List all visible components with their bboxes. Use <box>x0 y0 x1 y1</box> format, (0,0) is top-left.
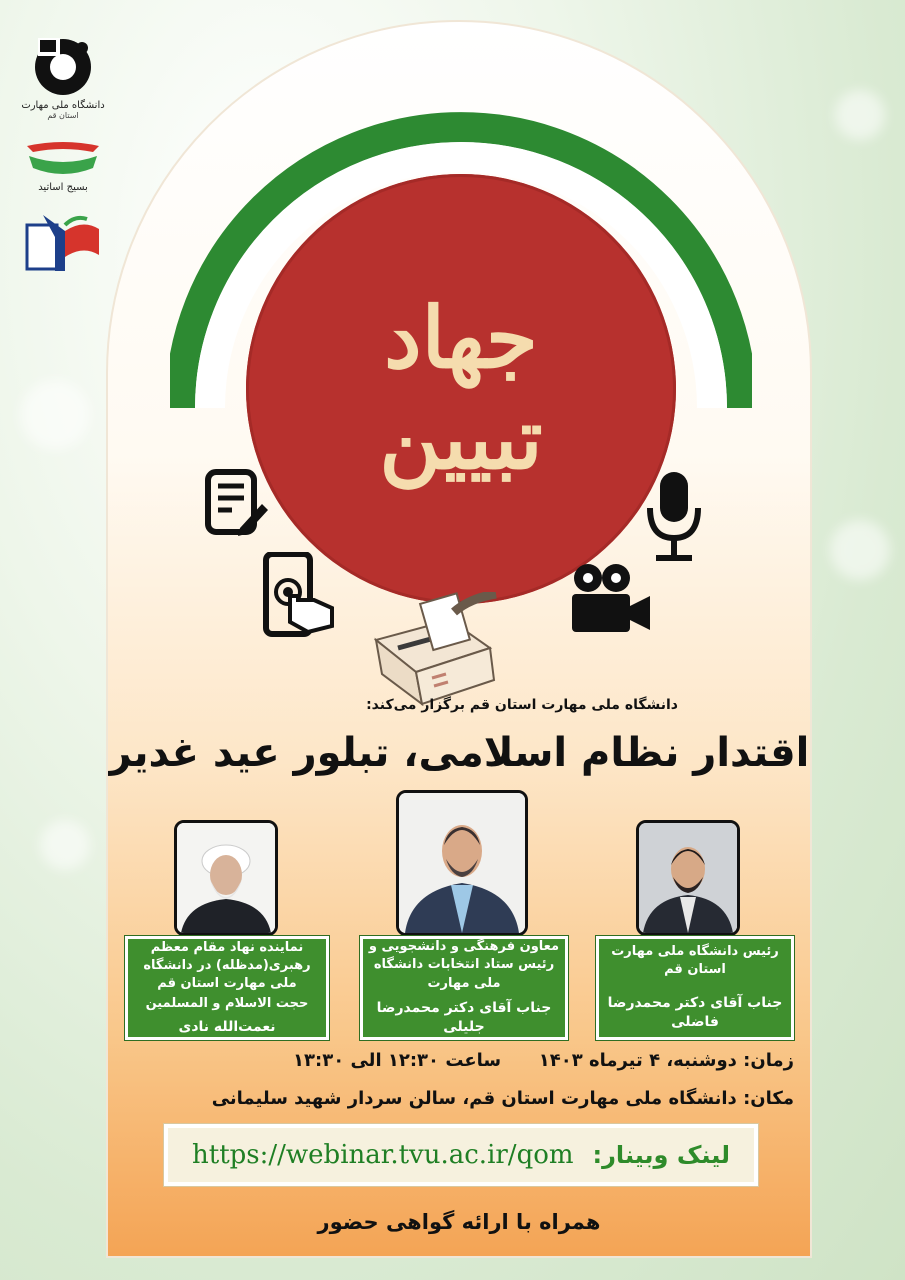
microphone-icon <box>644 468 704 564</box>
certificate-note: همراه با ارائه گواهی حضور <box>317 1210 601 1234</box>
speaker-photo-3 <box>174 820 278 936</box>
speaker-card-1 <box>596 936 794 1040</box>
man-portrait-icon <box>639 823 737 933</box>
touch-phone-icon <box>262 552 338 638</box>
university-logo <box>21 34 104 120</box>
speaker-role: رئیس دانشگاه ملی مهارت استان قم <box>611 944 779 978</box>
webinar-link-box <box>164 1124 758 1186</box>
speaker-role: معاون فرهنگی و دانشجویی و رئیس ستاد انتخابات دانشگاه ملی مهارت <box>368 939 560 991</box>
university-logo-subtext: استان قم <box>47 111 79 120</box>
basij-logo-text: بسیج اساتید <box>38 182 88 193</box>
organizer-line: دانشگاه ملی مهارت استان قم برگزار می‌کند: <box>366 697 678 713</box>
webinar-link-url[interactable]: https://webinar.tvu.ac.ir/qom <box>192 1140 574 1170</box>
speaker-photo-2 <box>396 790 528 936</box>
jahad-tabyin-seal <box>246 174 676 604</box>
third-logo <box>25 211 101 279</box>
cleric-portrait-icon <box>177 823 275 933</box>
seal-calligraphy: جهاد تبیین <box>379 288 543 488</box>
university-logo-text: دانشگاه ملی مهارت <box>21 100 105 111</box>
webinar-link-label: لینک وبینار: <box>592 1141 730 1169</box>
video-camera-icon <box>568 562 652 636</box>
bokeh-circle <box>830 520 890 580</box>
speaker-photo-1 <box>636 820 740 936</box>
speaker-card-2 <box>360 936 568 1040</box>
speaker-card-3 <box>125 936 329 1040</box>
speaker-title: حجت الاسلام و المسلمین <box>145 996 309 1012</box>
speaker-name: جناب آقای دکتر محمدرضا جلیلی <box>376 999 552 1036</box>
document-edit-icon <box>204 468 270 538</box>
organization-emblem-icon <box>25 211 101 275</box>
logo-column <box>18 34 108 279</box>
speaker-name: نعمت‌الله نادی <box>178 1018 276 1035</box>
event-title: اقتدار نظام اسلامی، تبلور عید غدیر <box>108 730 810 776</box>
poster-arch <box>106 20 812 1258</box>
speaker-name: جناب آقای دکتر محمدرضا فاضلی <box>607 994 783 1031</box>
speaker-role: نماینده نهاد مقام معظم رهبری(مدظله) در دانشگاه ملی مهارت استان قم <box>143 939 311 992</box>
ballot-box-icon <box>366 592 506 706</box>
event-time: زمان: دوشنبه، ۴ تیرماه ۱۴۰۳ ساعت ۱۲:۳۰ الی ۱۳:۳۰ <box>293 1050 794 1071</box>
bokeh-circle <box>20 380 90 450</box>
bokeh-circle <box>40 820 90 870</box>
man-portrait-icon <box>399 793 525 933</box>
bokeh-circle <box>835 90 885 140</box>
university-emblem-icon <box>30 34 96 100</box>
basij-emblem-icon <box>23 138 103 182</box>
basij-logo <box>23 138 103 193</box>
event-place: مکان: دانشگاه ملی مهارت استان قم، سالن سردار شهید سلیمانی <box>211 1088 794 1109</box>
